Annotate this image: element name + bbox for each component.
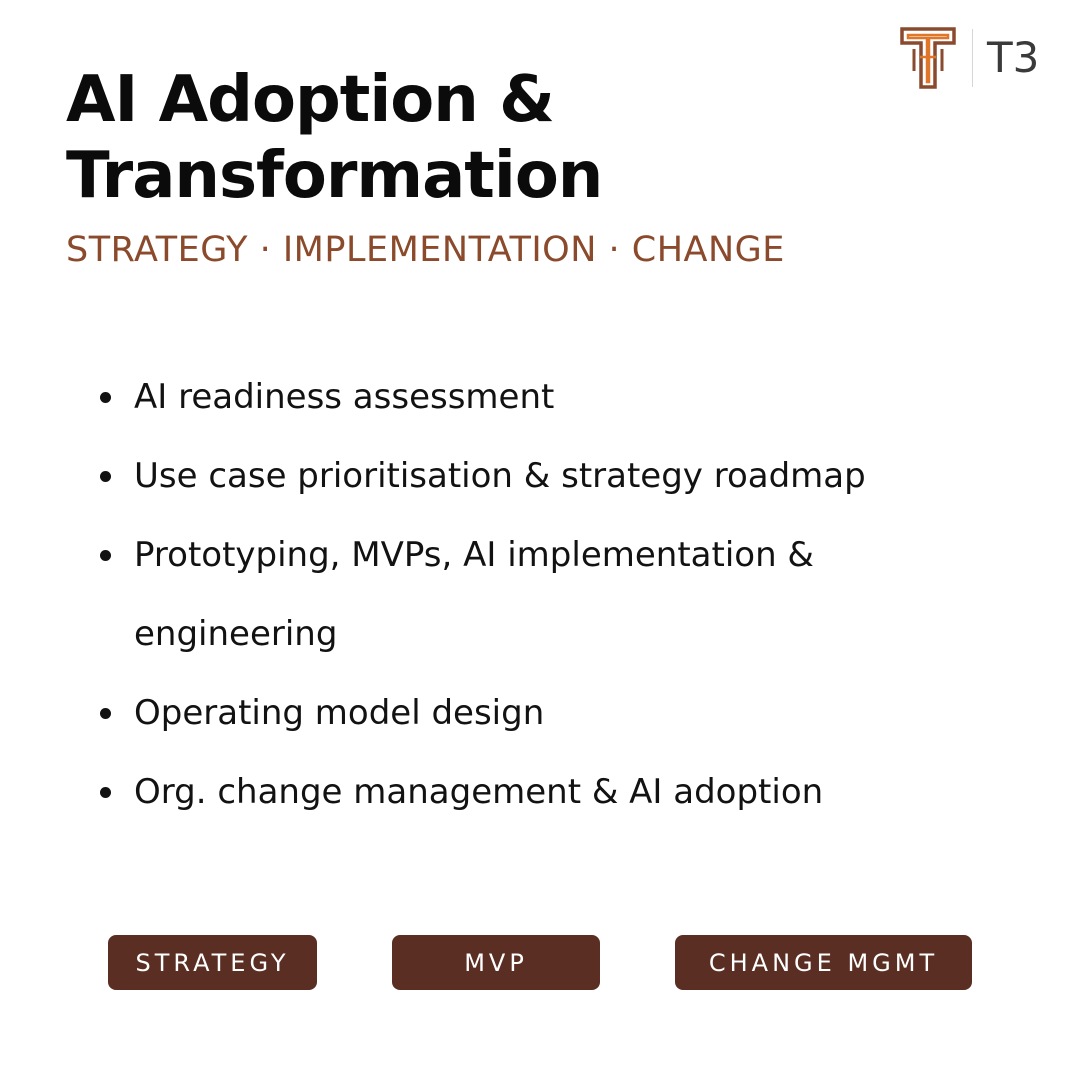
title-line-2: Transformation [66,139,603,213]
logo-divider [972,29,973,87]
list-item-text: Org. change management & AI adoption [134,772,824,812]
list-item [100,753,1000,832]
list-item [100,674,1000,753]
list-item-text: Operating model design [134,693,545,733]
tag-mvp: MVP [392,935,600,990]
service-list [100,358,1000,832]
list-item-text: Use case prioritisation & strategy roadmap [134,456,866,496]
list-item [100,358,1000,437]
list-item [100,437,1000,516]
brand-name: T3 [987,33,1040,82]
page-title [66,62,886,214]
list-item-text: Prototyping, MVPs, AI implementation & engineering [134,535,814,654]
list-item-text: AI readiness assessment [134,377,555,417]
bullet-icon [100,471,111,482]
tag-strategy: STRATEGY [108,935,317,990]
bullet-icon [100,392,111,403]
t3-monogram-icon [900,27,956,89]
brand-logo [900,27,1039,89]
title-line-1: AI Adoption & [66,63,554,137]
bullet-icon [100,550,111,561]
list-item [100,516,1000,674]
bullet-icon [100,708,111,719]
bullet-icon [100,787,111,798]
tag-change-mgmt: CHANGE MGMT [675,935,972,990]
page-subtitle: STRATEGY · IMPLEMENTATION · CHANGE [66,230,785,270]
